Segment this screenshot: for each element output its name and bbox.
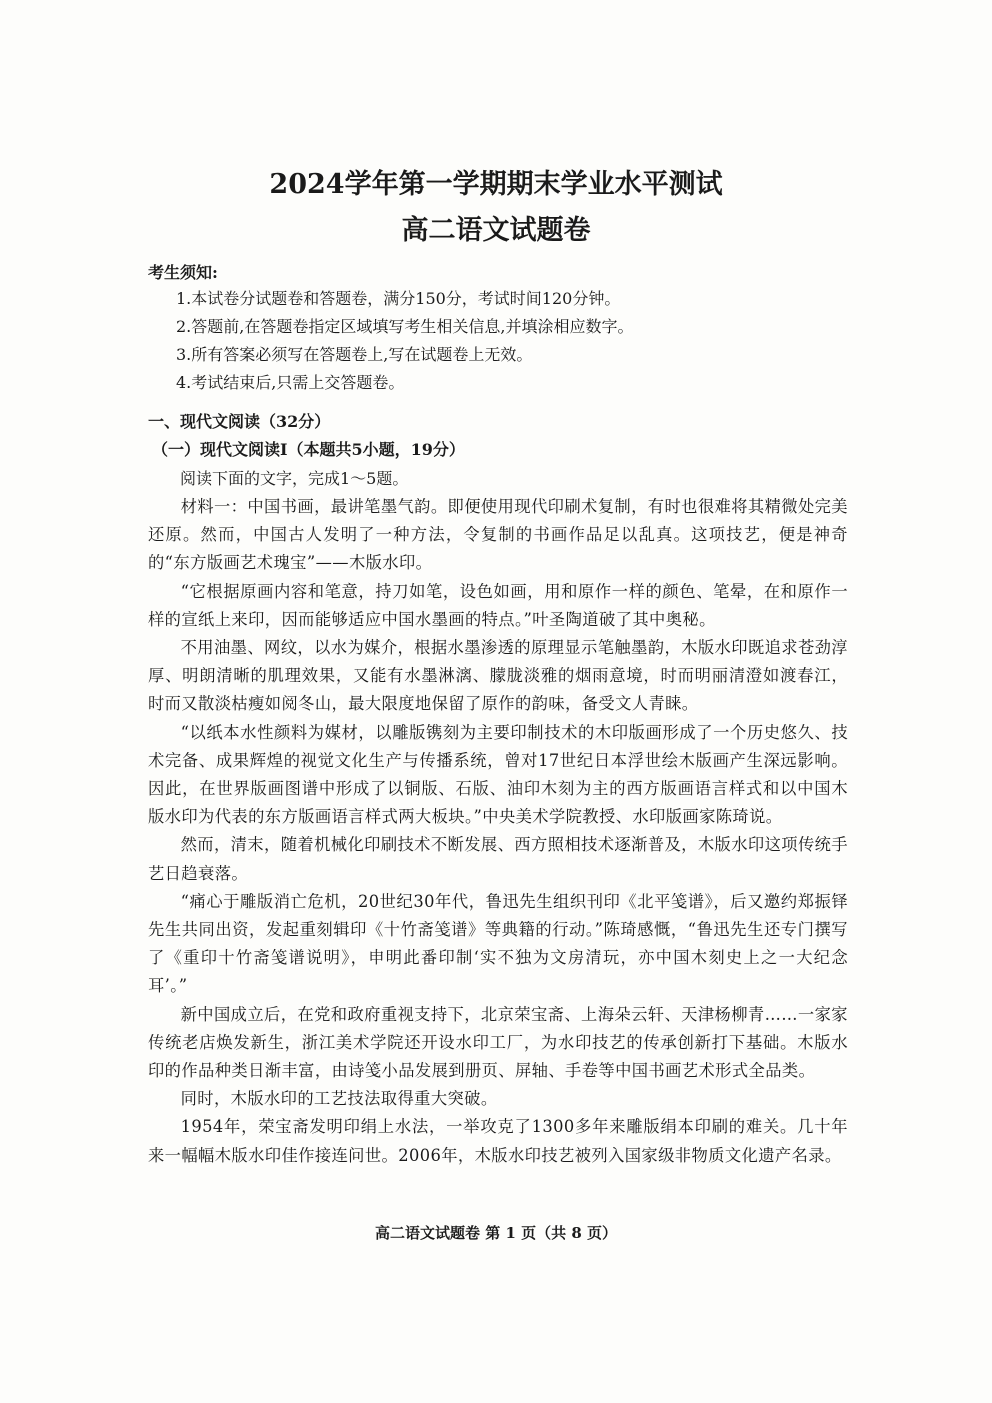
passage-paragraph: 不用油墨、网纹，以水为媒介，根据水墨渗透的原理显示笔触墨韵，木版水印既追求苍劲淳厚、明朗清晰的肌理效果，又能有水墨淋漓、朦胧淡雅的烟雨意境，时而明丽清澄如渡春江，时而又散淡枯瘦如阅冬山，最大限度地保留了原作的韵味，备受文人青睐。 — [148, 638, 848, 714]
page-footer: 高二语文试题卷 第 1 页（共 8 页） — [375, 1224, 617, 1242]
notice-list — [176, 285, 633, 397]
passage-paragraph: “痛心于雕版消亡危机，20世纪30年代，鲁迅先生组织刊印《北平笺谱》，后又邀约郑振铎先生共同出资，发起重刻辑印《十竹斋笺谱》等典籍的行动。”陈琦感慨，“鲁迅先生还专门撰写了《重印十竹斋笺谱说明》，申明此番印制‘实不独为文房清玩，亦中国木刻史上之一大纪念耳’。” — [148, 891, 848, 996]
reading-passage — [148, 493, 848, 1170]
passage-paragraph: “以纸本水性颜料为媒材，以雕版镌刻为主要印制技术的木印版画形成了一个历史悠久、技术完备、成果辉煌的视觉文化生产与传播系统，曾对17世纪日本浮世绘木版画产生深远影响。因此，在世界版画图谱中形成了以铜版、石版、油印木刻为主的西方版画语言样式和以中国木版水印为代表的东方版画语言样式两大板块。”中央美术学院教授、水印版画家陈琦说。 — [148, 722, 848, 827]
notice-heading: 考生须知: — [148, 263, 218, 282]
passage-paragraph: 新中国成立后，在党和政府重视支持下，北京荣宝斋、上海朵云轩、天津杨柳青……一家家传统老店焕发新生，浙江美术学院还开设水印工厂，为水印技艺的传承创新打下基础。木版水印的作品种类日渐丰富，由诗笺小品发展到册页、屏轴、手卷等中国书画艺术形式全品类。 — [148, 1004, 848, 1081]
reading-instruction: 阅读下面的文字，完成1～5题。 — [180, 469, 409, 488]
passage-paragraph: 同时，木版水印的工艺技法取得重大突破。 — [180, 1089, 498, 1109]
notice-item: 1.本试卷分试题卷和答题卷，满分150分，考试时间120分钟。 — [176, 289, 621, 308]
notice-item: 3.所有答案必须写在答题卷上,写在试题卷上无效。 — [176, 345, 533, 364]
section-heading: 一、现代文阅读（32分） — [148, 412, 331, 431]
passage-paragraph: “它根据原画内容和笔意，持刀如笔，设色如画，用和原作一样的颜色、笔晕，在和原作一样的宣纸上来印，因而能够适应中国水墨画的特点。”叶圣陶道破了其中奥秘。 — [148, 581, 848, 629]
notice-item: 2.答题前,在答题卷指定区域填写考生相关信息,并填涂相应数字。 — [176, 317, 634, 336]
notice-item: 4.考试结束后,只需上交答题卷。 — [176, 373, 405, 392]
passage-paragraph: 然而，清末，随着机械化印刷技术不断发展、西方照相技术逐渐普及，木版水印这项传统手艺日趋衰落。 — [148, 835, 848, 883]
subsection-heading: （一）现代文阅读Ⅰ（本题共5小题，19分） — [152, 440, 465, 459]
exam-subtitle: 高二语文试题卷 — [401, 215, 591, 246]
passage-paragraph: 1954年，荣宝斋发明印绢上水法，一举攻克了1300多年来雕版绢本印刷的难关。几十年来一幅幅木版水印佳作接连问世。2006年，木版水印技艺被列入国家级非物质文化遗产名录。 — [148, 1117, 848, 1165]
exam-title: 2024学年第一学期期末学业水平测试 — [269, 169, 723, 200]
passage-paragraph: 材料一：中国书画，最讲笔墨气韵。即便使用现代印刷术复制，有时也很难将其精微处完美还原。然而，中国古人发明了一种方法，令复制的书画作品足以乱真。这项技艺，便是神奇的“东方版画艺术瑰宝”——木版水印。 — [148, 497, 848, 573]
